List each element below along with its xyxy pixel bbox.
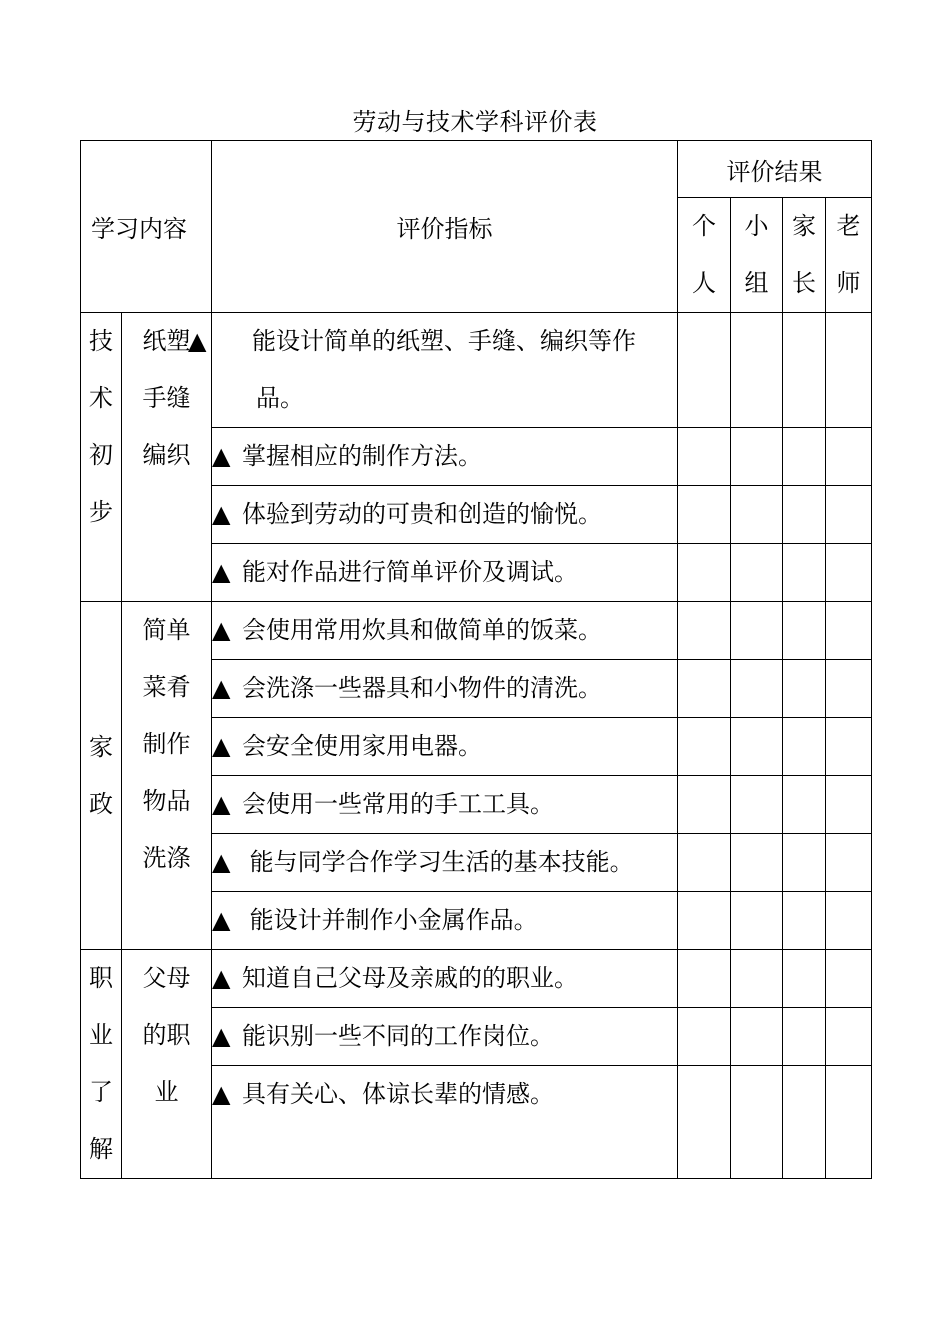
topic-line: 编织 bbox=[142, 441, 191, 469]
score-teacher[interactable] bbox=[826, 428, 872, 486]
triangle-icon: ▲ bbox=[212, 964, 231, 992]
score-self[interactable] bbox=[678, 660, 731, 718]
score-group[interactable] bbox=[731, 776, 783, 834]
score-parent[interactable] bbox=[783, 950, 826, 1008]
col-parent-2: 长 bbox=[792, 269, 816, 297]
score-self[interactable] bbox=[678, 1008, 731, 1066]
score-group[interactable] bbox=[731, 1008, 783, 1066]
topic-line: 制作 bbox=[142, 730, 191, 758]
score-teacher[interactable] bbox=[826, 718, 872, 776]
evaluation-table bbox=[80, 140, 872, 1179]
category-char: 业 bbox=[89, 1021, 113, 1049]
score-group[interactable] bbox=[731, 834, 783, 892]
triangle-icon: ▲ bbox=[212, 616, 231, 644]
score-parent[interactable] bbox=[783, 486, 826, 544]
score-group[interactable] bbox=[731, 544, 783, 602]
col-teacher bbox=[826, 198, 872, 313]
col-parent bbox=[783, 198, 826, 313]
triangle-icon: ▲ bbox=[212, 1022, 231, 1050]
indicator-text: 能设计简单的纸塑、手缝、编织等作品。 bbox=[252, 327, 636, 412]
triangle-icon: ▲ bbox=[212, 848, 231, 876]
category-career bbox=[81, 950, 122, 1179]
indicator-text: 会使用一些常用的手工工具。 bbox=[242, 790, 554, 818]
score-self[interactable] bbox=[678, 718, 731, 776]
category-char: 术 bbox=[89, 384, 113, 412]
indicator-text: 具有关心、体谅长辈的情感。 bbox=[242, 1080, 554, 1108]
category-tech bbox=[81, 313, 122, 602]
score-parent[interactable] bbox=[783, 1008, 826, 1066]
score-group[interactable] bbox=[731, 602, 783, 660]
score-teacher[interactable] bbox=[826, 486, 872, 544]
category-char: 政 bbox=[89, 789, 113, 818]
triangle-icon: ▲ bbox=[212, 558, 231, 586]
score-parent[interactable] bbox=[783, 892, 826, 950]
score-self[interactable] bbox=[678, 1066, 731, 1179]
score-group[interactable] bbox=[731, 1066, 783, 1179]
indicator-cell bbox=[212, 892, 678, 950]
indicator-cell bbox=[212, 602, 678, 660]
topic-line: 父母 bbox=[142, 964, 191, 992]
score-self[interactable] bbox=[678, 776, 731, 834]
header-result: 评价结果 bbox=[678, 141, 872, 198]
triangle-icon: ▲ bbox=[212, 442, 231, 470]
score-self[interactable] bbox=[678, 544, 731, 602]
category-char: 职 bbox=[89, 964, 113, 992]
topic-line: 洗涤 bbox=[142, 844, 191, 872]
score-parent[interactable] bbox=[783, 718, 826, 776]
score-self[interactable] bbox=[678, 892, 731, 950]
score-self[interactable] bbox=[678, 313, 731, 428]
triangle-icon: ▲ bbox=[188, 327, 207, 355]
triangle-icon: ▲ bbox=[212, 500, 231, 528]
score-group[interactable] bbox=[731, 428, 783, 486]
score-teacher[interactable] bbox=[826, 834, 872, 892]
score-group[interactable] bbox=[731, 660, 783, 718]
header-content: 学习内容 bbox=[81, 141, 212, 313]
triangle-icon: ▲ bbox=[212, 1080, 231, 1108]
score-parent[interactable] bbox=[783, 660, 826, 718]
indicator-cell bbox=[212, 1066, 678, 1179]
topic-home bbox=[122, 602, 212, 950]
triangle-icon: ▲ bbox=[212, 674, 231, 702]
indicator-text: 能设计并制作小金属作品。 bbox=[242, 906, 538, 934]
score-self[interactable] bbox=[678, 428, 731, 486]
triangle-icon: ▲ bbox=[212, 906, 231, 934]
category-char: 家 bbox=[89, 732, 113, 761]
col-self-1: 个 bbox=[692, 212, 716, 240]
indicator-cell bbox=[212, 834, 678, 892]
topic-line: 业 bbox=[154, 1078, 179, 1106]
category-char: 解 bbox=[89, 1135, 113, 1163]
indicator-text: 会洗涤一些器具和小物件的清洗。 bbox=[242, 674, 602, 702]
score-teacher[interactable] bbox=[826, 776, 872, 834]
col-parent-1: 家 bbox=[792, 212, 816, 240]
category-char: 初 bbox=[89, 441, 113, 469]
score-teacher[interactable] bbox=[826, 1008, 872, 1066]
triangle-icon: ▲ bbox=[212, 790, 231, 818]
topic-line: 的职 bbox=[142, 1021, 191, 1049]
indicator-cell bbox=[212, 486, 678, 544]
score-teacher[interactable] bbox=[826, 950, 872, 1008]
col-group-1: 小 bbox=[744, 212, 769, 240]
col-group-2: 组 bbox=[744, 269, 769, 297]
indicator-cell bbox=[212, 1008, 678, 1066]
score-group[interactable] bbox=[731, 950, 783, 1008]
indicator-text: 知道自己父母及亲戚的的职业。 bbox=[242, 964, 578, 992]
category-char: 了 bbox=[89, 1078, 113, 1106]
score-teacher[interactable] bbox=[826, 313, 872, 428]
indicator-text: 能识别一些不同的工作岗位。 bbox=[242, 1022, 554, 1050]
indicator-cell bbox=[212, 428, 678, 486]
indicator-text: 能与同学合作学习生活的基本技能。 bbox=[242, 848, 634, 876]
indicator-cell bbox=[212, 950, 678, 1008]
score-self[interactable] bbox=[678, 602, 731, 660]
indicator-cell bbox=[188, 313, 678, 428]
score-group[interactable] bbox=[731, 718, 783, 776]
topic-line: 简单 bbox=[142, 616, 191, 644]
score-parent[interactable] bbox=[783, 602, 826, 660]
indicator-text: 会使用常用炊具和做简单的饭菜。 bbox=[242, 616, 602, 644]
indicator-cell bbox=[212, 776, 678, 834]
category-char: 技 bbox=[89, 327, 113, 355]
triangle-icon: ▲ bbox=[212, 732, 231, 760]
topic-line: 纸塑 bbox=[142, 327, 191, 355]
score-group[interactable] bbox=[731, 892, 783, 950]
score-group[interactable] bbox=[731, 486, 783, 544]
category-home bbox=[81, 602, 122, 950]
col-self-2: 人 bbox=[692, 269, 716, 297]
score-teacher[interactable] bbox=[826, 544, 872, 602]
score-teacher[interactable] bbox=[826, 892, 872, 950]
score-teacher[interactable] bbox=[826, 1066, 872, 1179]
indicator-text: 能对作品进行简单评价及调试。 bbox=[242, 558, 578, 586]
indicator-cell bbox=[212, 544, 678, 602]
col-teacher-2: 师 bbox=[836, 269, 861, 297]
topic-career bbox=[122, 950, 212, 1179]
indicator-cell bbox=[212, 718, 678, 776]
col-teacher-1: 老 bbox=[836, 212, 861, 240]
score-parent[interactable] bbox=[783, 1066, 826, 1179]
category-char: 步 bbox=[89, 498, 113, 526]
topic-line: 物品 bbox=[142, 787, 191, 815]
score-parent[interactable] bbox=[783, 834, 826, 892]
topic-line: 手缝 bbox=[142, 384, 191, 412]
score-parent[interactable] bbox=[783, 544, 826, 602]
header-indicator: 评价指标 bbox=[212, 141, 678, 313]
topic-line: 菜肴 bbox=[142, 673, 191, 701]
page-title: 劳动与技术学科评价表 bbox=[352, 108, 598, 136]
score-group[interactable] bbox=[731, 313, 783, 428]
col-group bbox=[731, 198, 783, 313]
indicator-text: 掌握相应的制作方法。 bbox=[242, 442, 482, 470]
indicator-cell bbox=[212, 660, 678, 718]
score-self[interactable] bbox=[678, 834, 731, 892]
score-teacher[interactable] bbox=[826, 660, 872, 718]
score-self[interactable] bbox=[678, 486, 731, 544]
col-self bbox=[678, 198, 731, 313]
score-teacher[interactable] bbox=[826, 602, 872, 660]
score-parent[interactable] bbox=[783, 313, 826, 428]
indicator-text: 会安全使用家用电器。 bbox=[242, 732, 482, 760]
score-parent[interactable] bbox=[783, 776, 826, 834]
indicator-text: 体验到劳动的可贵和创造的愉悦。 bbox=[242, 500, 602, 528]
score-self[interactable] bbox=[678, 950, 731, 1008]
score-parent[interactable] bbox=[783, 428, 826, 486]
